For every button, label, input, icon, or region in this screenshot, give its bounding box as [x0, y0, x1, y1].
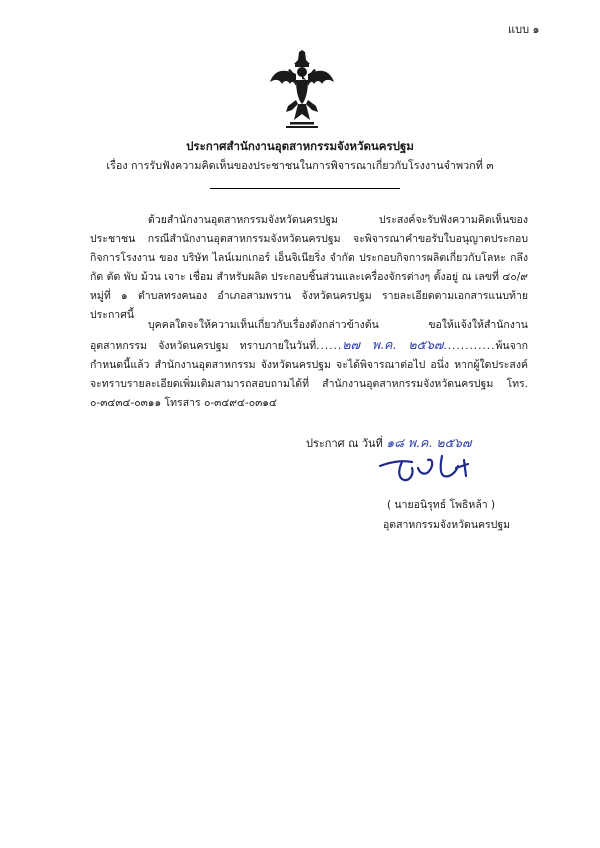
divider	[210, 188, 400, 189]
signer-name: ( นายอนิรุทธ์ โพธิหล้า )	[387, 499, 496, 511]
form-number: แบบ ๑	[508, 23, 540, 36]
body-paragraph-2	[90, 316, 528, 413]
dotted-fill: ............	[443, 340, 496, 352]
handwritten-signature	[372, 446, 490, 494]
dotted-fill: ......	[316, 340, 343, 352]
page-title: ประกาศสำนักงานอุตสาหกรรมจังหวัดนครปฐม	[186, 139, 414, 153]
paragraph-text-after: พ้นจากกำหนดนี้แล้ว สำนักงานอุตสาหกรรม จังหวัดนครปฐม จะได้พิจารณาต่อไป อนึ่ง หากผู้ใดประสงค์จะทราบรายละเอียดเพิ่มเติมสามารถสอบถามได้ที่ สำนักงานอุตสาหกรรมจังหวัดนครปฐม โทร. ๐-๓๔๓๔-๐๓๑๑ โทรสาร ๐-๓๔๙๔-๐๓๑๔	[90, 340, 528, 409]
announcement-prefix: ประกาศ ณ วันที่	[306, 437, 383, 450]
paragraph-text-before: บุคคลใดจะให้ความเห็นเกี่ยวกับเรื่องดังกล่าวข้างต้น ขอให้แจ้งให้สำนักงานอุตสาหกรรม จังหวัดนครปฐม ทราบภายในวันที่	[90, 319, 528, 352]
announcement-date: ๑๘ พ.ค. ๒๕๖๗	[386, 435, 472, 450]
subject-line: เรื่อง การรับฟังความคิดเห็นของประชาชนในการพิจารณาเกี่ยวกับโรงงานจำพวกที่ ๓	[106, 159, 494, 172]
signer-position: อุตสาหกรรมจังหวัดนครปฐม	[383, 519, 511, 531]
paragraph-text	[90, 316, 528, 413]
paragraph-text: ด้วยสำนักงานอุตสาหกรรมจังหวัดนครปฐม ประสงค์จะรับฟังความคิดเห็นของประชาชน กรณีสำนักงานอุตสาหกรรมจังหวัดนครปฐม จะพิจารณาคำขอรับใบอนุญาตประกอบกิจการโรงงาน ของ บริษัท ไลน์เมกเกอร์ เอ็นจิเนียริ่ง จำกัด ประกอบกิจการผลิตเกี่ยวกับโลหะ กลึง กัด ตัด พับ ม้วน เจาะ เชื่อม สำหรับผลิต ประกอบชิ้นส่วนและเครื่องจักรต่างๆ ตั้งอยู่ ณ เลขที่ ๔๐/๙ หมู่ที่ ๑ ตำบลทรงคนอง อำเภอสามพราน จังหวัดนครปฐม รายละเอียดตามเอกสารแนบท้ายประกาศนี้	[90, 214, 528, 321]
body-paragraph-1	[90, 211, 528, 325]
deadline-date: ๒๗ พ.ค. ๒๕๖๗	[342, 337, 444, 352]
garuda-emblem-icon	[270, 50, 334, 130]
